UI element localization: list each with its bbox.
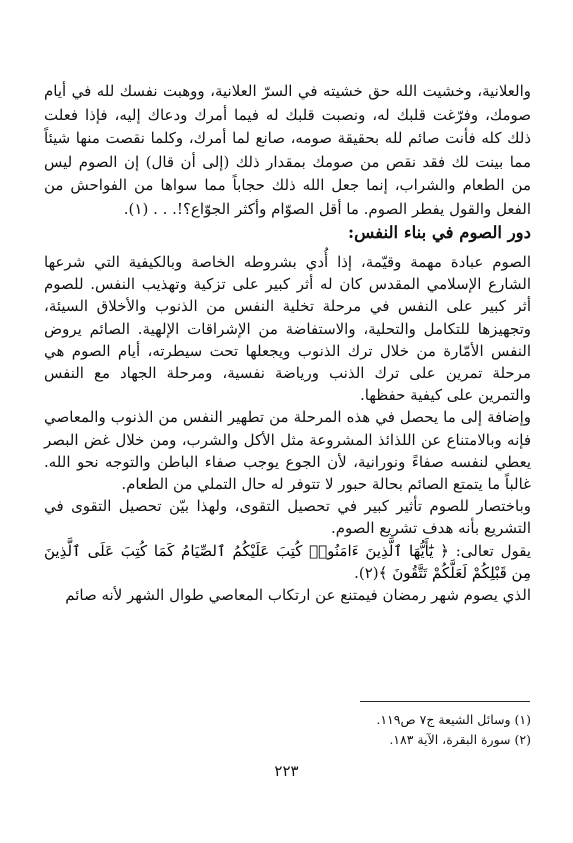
verse-intro: يقول تعالى: bbox=[448, 541, 531, 560]
footnote-1: (١) وسائل الشيعة ج٧ ص١١٩. bbox=[376, 712, 531, 727]
verse-paragraph bbox=[44, 540, 531, 584]
main-text bbox=[44, 80, 531, 606]
page-number: ٢٢٣ bbox=[274, 762, 299, 780]
paragraph-5: الذي يصوم شهر رمضان فيمتنع عن ارتكاب المعاصي طوال الشهر لأنه صائم bbox=[65, 586, 531, 605]
footnotes bbox=[51, 710, 531, 750]
quran-verse: ﴿ يَٰٓأَيُّهَا ٱلَّذِينَ ءَامَنُوا۟ كُتِبَ عَلَيْكُمُ ٱلصِّيَامُ كَمَا كُتِبَ عَلَى ٱلَّذِينَ مِن قَبْلِكُمْ لَعَلَّكُمْ تَتَّقُونَ ﴾ bbox=[44, 541, 531, 582]
verse-footnote-ref: (٢). bbox=[354, 563, 379, 582]
footnote-divider bbox=[360, 701, 530, 702]
paragraph-1: والعلانية، وخشيت الله حق خشيته في السرّ العلانية، ووهبت نفسك لله في أيام صومك، وفرّغت قلبك له، ونصبت قلبك له فيما أمرك ودعاك إليه، فإذا فعلت ذلك كله فأنت صائم لله بحقيقة صومه، صانع لما أمرك، وكلما نقصت منها شيئاً مما بينت لك فقد نقص من صومك بمقدار ذلك (إلى أن قال) إن الصوم ليس من الطعام والشراب، إنما جعل الله ذلك حجاباً مما سواها من الفواحش من الفعل والقول يفطر الصوم. ما أقل الصوّام وأكثر الجوّاع؟!. . . (١). bbox=[44, 82, 531, 218]
paragraph-3: وإضافة إلى ما يحصل في هذه المرحلة من تطهير النفس من الذنوب والمعاصي فإنه وبالامتناع عن اللذائذ المشروعة مثل الأكل والشرب، ومن خلال غض البصر يعطي لنفسه صفاءً ونورانية، لأن الجوع يوجب صفاء الباطن والتوجه نحو الله. غالباً ما يتمتع الصائم بحالة حبور لا تتوفر له حال التملي من الطعام. bbox=[44, 408, 531, 494]
section-heading: دور الصوم في بناء النفس: bbox=[348, 223, 531, 242]
paragraph-2: الصوم عبادة مهمة وقيّمة، إذا أُدي بشروطه الخاصة وبالكيفية التي شرعها الشارع الإسلامي المقدس كان له أثر كبير على تزكية وتهذيب النفس. للصوم أثر كبير على النفس في مرحلة تخلية النفس من الذنوب والأخلاق السيئة، وتجهيزها للتكامل والتحلية، والاستفاضة من الإشراقات الإلهية. الصائم يروض النفس الأمّارة من خلال ترك الذنوب ويجعلها تحت سيطرته، أيام الصوم هي مرحلة تمرين على ترك الذنب ورياضة نفسية، ومرحلة الجهاد مع النفس والتمرين على كيفية حفظها. bbox=[44, 253, 531, 405]
paragraph-4: وباختصار للصوم تأثير كبير في تحصيل التقوى، ولهذا بيّن تحصيل التقوى في التشريع بأنه هدف تشريع الصوم. bbox=[44, 497, 531, 538]
footnote-2: (٢) سورة البقرة، الآية ١٨٣. bbox=[389, 732, 531, 747]
